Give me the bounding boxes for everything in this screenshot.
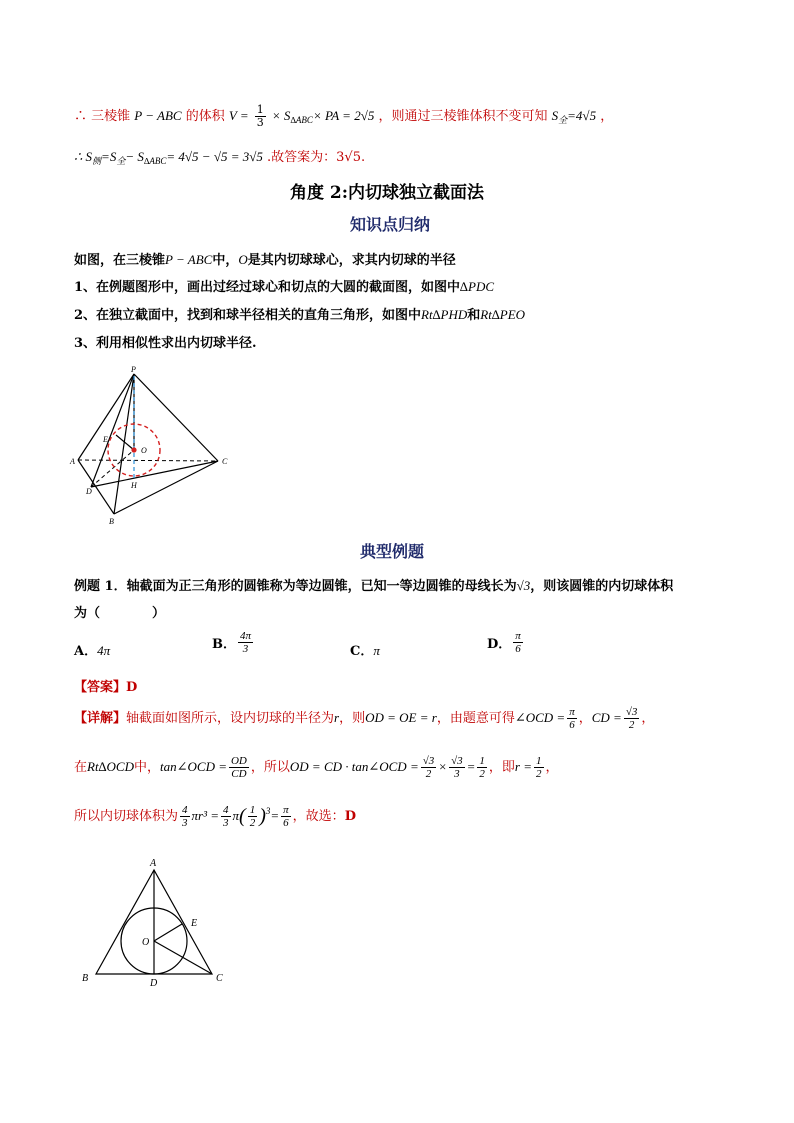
- label-C: C: [222, 457, 228, 466]
- label-O: O: [141, 446, 147, 455]
- label-D: D: [86, 487, 92, 496]
- detail-line-2: 在Rt∆OCD中，tan∠OCD = $\frac{OD}{CD}$ ，所以OD = CD · tan∠OCD = $\frac{√3}{2}$ × $\frac{√3}{3}$ = $\frac{1}{2}$ ，即r = $\frac{1}{2}$ ，: [74, 755, 559, 780]
- example-question-line-1: 例题 1．轴截面为正三角形的圆锥称为等边圆锥，已知一等边圆锥的母线长为√3，则该圆锥的内切球体积: [74, 578, 674, 594]
- math: V =: [228, 108, 249, 123]
- math: $S_全=4√5$: [551, 108, 597, 125]
- knowledge-step-2: 2、在独立截面中，找到和球半径相关的直角三角形，如图中Rt∆PHD和Rt∆PEO: [74, 307, 526, 323]
- option-c: C．π: [350, 643, 380, 659]
- label-E: E: [103, 435, 108, 444]
- detail-line-1: 【详解】轴截面如图所示，设内切球的半径为r，则OD = OE = r，由题意可得∠OCD = $\frac{\pi}{6}$ ，CD = $\frac{√3}{2}$ ，: [74, 706, 655, 731]
- triangle-figure: [76, 856, 236, 991]
- knowledge-heading: 知识点归纳: [350, 215, 431, 234]
- solution-line-1: [74, 104, 613, 129]
- section-title: 角度 2:内切球独立截面法: [290, 183, 485, 203]
- label-B: B: [109, 517, 114, 526]
- knowledge-step-1: 1、在例题图形中，画出过经过球心和切点的大圆的截面图，如图中∆PDC: [74, 279, 495, 295]
- text: .故答案为：3√5.: [267, 150, 366, 165]
- example-question-line-2: 为（ ）: [74, 606, 166, 621]
- label-B: B: [82, 973, 89, 984]
- label-A: A: [70, 457, 75, 466]
- text: ∴ 三棱锥: [74, 109, 131, 124]
- knowledge-step-3: 3、利用相似性求出内切球半径.: [74, 336, 257, 351]
- label-P: P: [131, 365, 136, 374]
- detail-line-3: 所以内切球体积为 $\frac{4}{3}$ πr³ = $\frac{4}{3}$ π( $\frac{1}{2}$ )$^3$= $\frac{\pi}{6}$ ，故选：D: [74, 804, 356, 829]
- option-a: A．4π: [74, 643, 111, 659]
- math: P − ABC: [134, 108, 182, 123]
- option-d: D． $\frac{\pi}{6}$: [487, 630, 521, 655]
- label-E: E: [191, 918, 198, 929]
- knowledge-intro: 如图，在三棱锥P − ABC中，O是其内切球球心，求其内切球的半径: [74, 252, 456, 268]
- label-H: H: [131, 481, 137, 490]
- math: ∴ $S_侧=S_全- S_{\Delta ABC}= 4√5 - √5 = 3√5$: [74, 149, 263, 166]
- label-D: D: [150, 978, 158, 989]
- solution-line-2: [74, 146, 365, 167]
- math: × $S_{\Delta ABC}\times$ PA = 2√5: [271, 108, 375, 125]
- answer-line: 【答案】D: [74, 680, 138, 695]
- fraction: $\frac{1}{3}$: [256, 103, 264, 129]
- option-b: B． $\frac{4\pi}{3}$: [212, 630, 252, 655]
- text: ，则通过三棱锥体积不变可知: [378, 109, 548, 124]
- label-O: O: [142, 937, 150, 948]
- example-heading: 典型例题: [360, 542, 425, 561]
- text: 的体积: [185, 109, 225, 124]
- label-C: C: [216, 973, 223, 984]
- text: ，: [600, 109, 614, 124]
- pyramid-figure: [64, 362, 244, 527]
- label-A: A: [150, 858, 157, 869]
